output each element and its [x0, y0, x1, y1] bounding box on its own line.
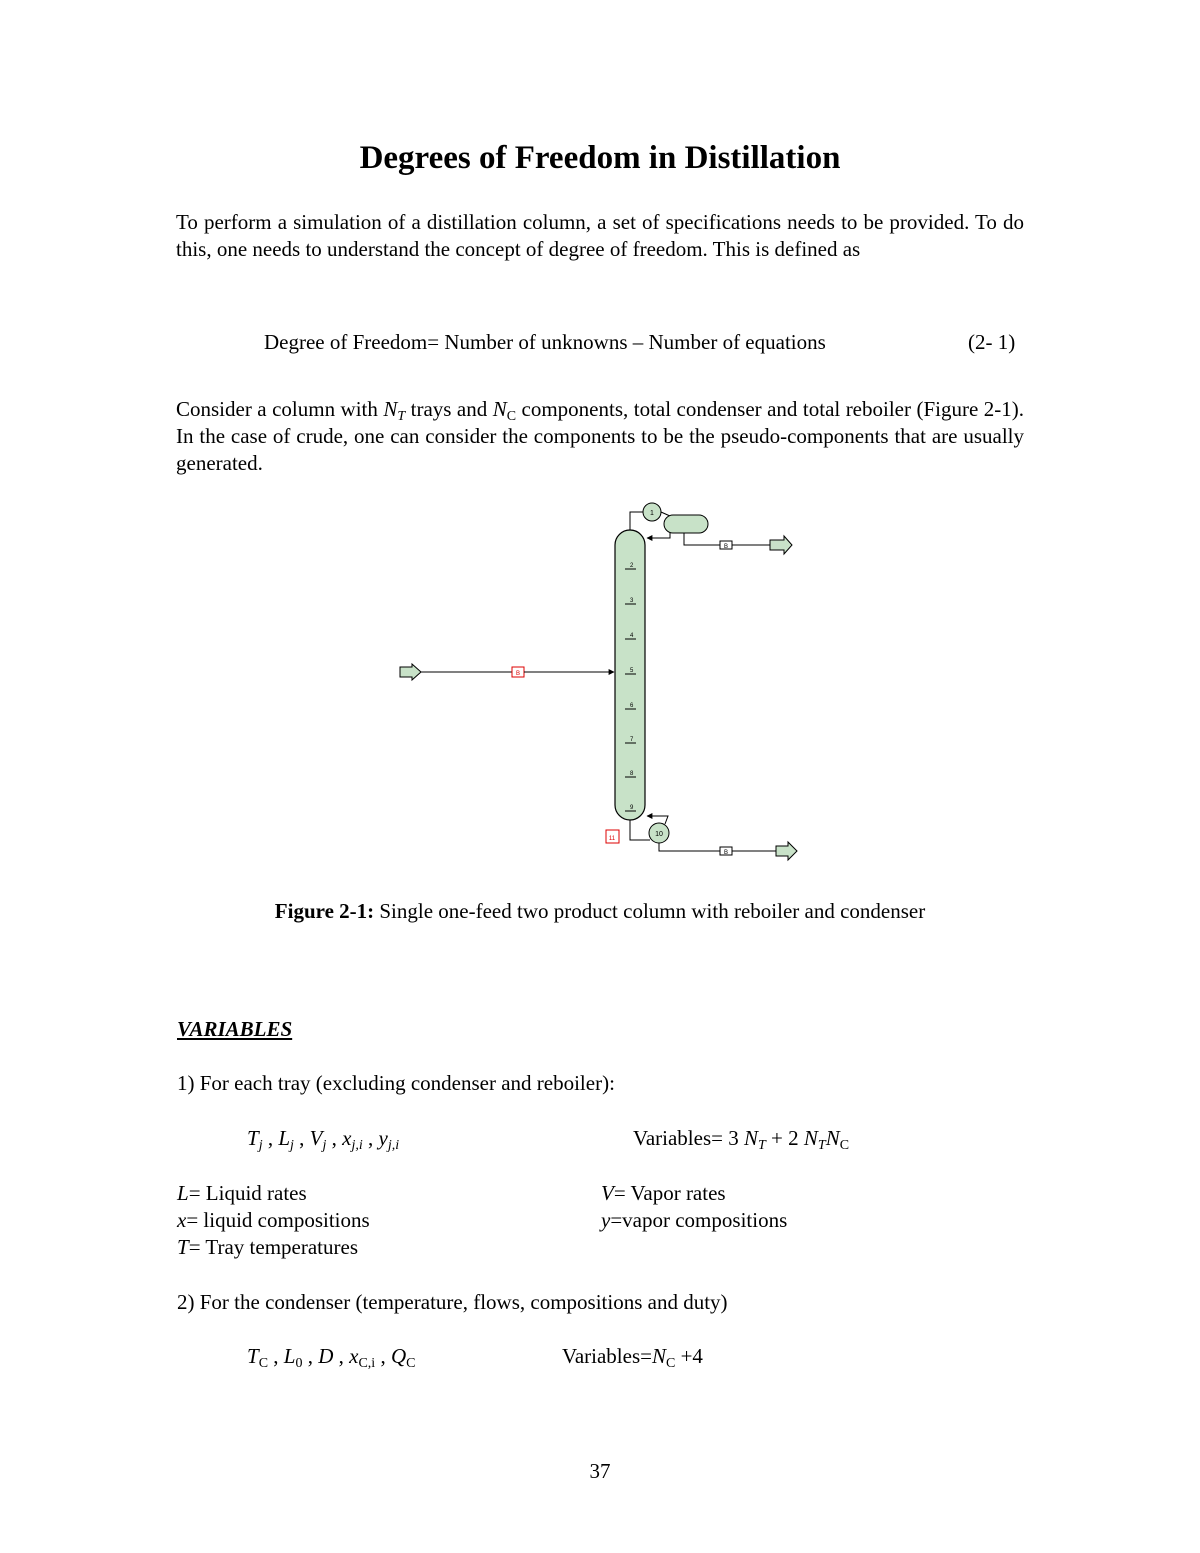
page-title: Degrees of Freedom in Distillation	[359, 140, 841, 176]
item-1-text: 1) For each tray (excluding condenser and reboiler):	[177, 1071, 615, 1095]
tray-label: 4	[630, 633, 634, 639]
item-2-text: 2) For the condenser (temperature, flows, compositions and duty)	[177, 1290, 728, 1314]
page-number: 37	[589, 1459, 611, 1483]
svg-text:B: B	[723, 544, 729, 550]
tray-label: 6	[630, 703, 634, 709]
bottoms-product-arrow-icon	[776, 842, 797, 860]
tray-label: 9	[630, 805, 634, 811]
consider-paragraph	[176, 396, 1024, 477]
svg-text:11: 11	[608, 836, 616, 842]
definition-vapor-compositions: y=vapor compositions	[601, 1208, 788, 1232]
svg-text:B: B	[515, 671, 521, 677]
definition-vapor-rates: V= Vapor rates	[601, 1181, 726, 1205]
tray-label: 7	[630, 737, 634, 743]
consider-text-3: components, total condenser and total reboiler (Figure 2-1). In the case of crude, one can consider the components to be the pseudo-components that are usually generated.	[176, 397, 1024, 475]
definition-liquid-rates: L= Liquid rates	[177, 1181, 307, 1205]
reflux-drum-icon	[664, 515, 708, 533]
intro-paragraph: To perform a simulation of a distillation column, a set of specifications needs to be provided. To do this, one needs to understand the concept of degree of freedom. This is defined as	[176, 210, 1024, 261]
tray-variable-count: Variables= 3 $N_T + 2$ $N_TN_C$	[633, 1126, 850, 1153]
distillation-column-figure	[390, 495, 810, 865]
condenser-variable-count: $Variables=N_C +4$	[562, 1344, 703, 1371]
equation-text: Degree of Freedom= Number of unknowns – Number of equations	[264, 330, 826, 354]
symbol-nc: N	[492, 397, 507, 421]
tray-label: 8	[630, 771, 634, 777]
feed-arrow-icon	[400, 664, 421, 680]
condenser-label: 1	[650, 510, 654, 517]
tray-label: 3	[630, 598, 634, 604]
tray-label: 5	[630, 668, 634, 674]
svg-text:B: B	[723, 850, 729, 856]
consider-text-2: trays and	[405, 397, 493, 421]
symbol-nt: N	[383, 397, 398, 421]
condenser-variables: $T_C$ , $L_0$ , D , $x_{C,i}$ , $Q_C$	[247, 1344, 416, 1371]
figure-caption	[0, 899, 1200, 924]
consider-text-1: Consider a column with	[176, 397, 384, 421]
tray-label: 2	[630, 563, 634, 569]
section-heading: VARIABLES	[177, 1017, 293, 1041]
distillate-product-arrow-icon	[770, 536, 792, 554]
caption-text: Single one-feed two product column with reboiler and condenser	[374, 899, 926, 923]
tray-variables: $T_j$ , $L_j$ , $V_j$ , $x_{j,i}$ , $y_{j,i}$	[247, 1126, 400, 1153]
symbol-nc-sub: C	[506, 409, 517, 424]
equation-number: (2- 1)	[968, 330, 1016, 354]
definition-liquid-compositions: x= liquid compositions	[177, 1208, 370, 1232]
caption-label: Figure 2-1:	[274, 899, 375, 923]
definition-tray-temperatures: T= Tray temperatures	[177, 1235, 358, 1259]
symbol-nt-sub: T	[397, 409, 406, 424]
reboiler-label: 10	[655, 831, 663, 838]
